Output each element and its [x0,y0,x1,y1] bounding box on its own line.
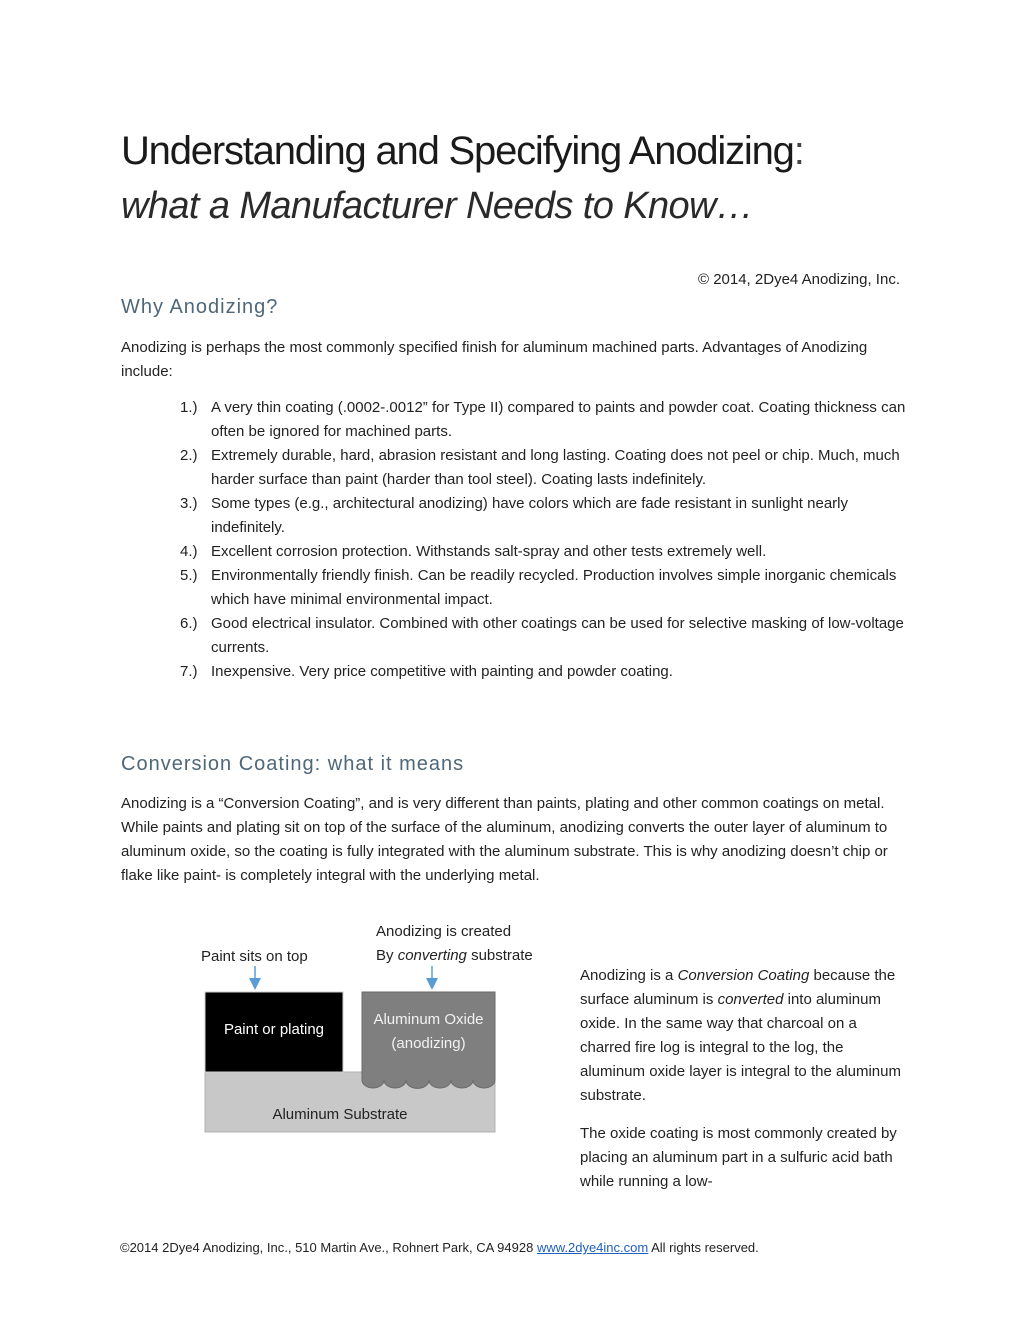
coating-diagram [195,920,565,1140]
sidebar-text: Anodizing is a [580,967,678,984]
list-number: 6.) [180,615,198,632]
list-item [174,492,906,540]
sidebar-emphasis: Conversion Coating [677,967,810,984]
anodize-caption-line1: Anodizing is created [376,923,512,940]
list-number: 4.) [180,543,198,560]
document-subtitle: what a Manufacturer Needs to Know… [121,185,754,227]
sidebar-paragraph-2: The oxide coating is most commonly created by placing an aluminum part in a sulfuric acid bath while running a low- [580,1125,897,1190]
list-number: 3.) [180,495,198,512]
list-text: Extremely durable, hard, abrasion resistant and long lasting. Coating does not peel or chip. Much, much harder surface than paint (harder than tool steel). Coating lasts indefinitely. [211,447,900,488]
paint-block-label: Paint or plating [223,1021,325,1038]
list-item [174,540,906,564]
list-item [174,396,906,444]
list-text: Good electrical insulator. Combined with other coatings can be used for selective masking of low-voltage currents. [211,615,904,656]
list-item [174,564,906,612]
list-text: Environmentally friendly finish. Can be readily recycled. Production involves simple inorganic chemicals which have minimal environmental impact. [211,567,897,608]
sidebar-emphasis: converted [717,991,784,1008]
website-link[interactable]: www.2dye4inc.com [536,1240,649,1255]
caption-prefix: By [376,947,398,964]
paint-caption: Paint sits on top [201,948,308,965]
sidebar-paragraph-1 [580,964,910,1108]
title-text: Understanding and Specifying Anodizing [121,129,794,173]
copyright-notice: © 2014, 2Dye4 Anodizing, Inc. [697,271,900,288]
page-footer [120,1240,759,1255]
list-text: Excellent corrosion protection. Withstands salt-spray and other tests extremely well. [211,543,767,560]
list-number: 5.) [180,567,198,584]
document-title [121,128,804,174]
oxide-label-line2: (anodizing) [391,1035,466,1052]
conversion-coating-heading: Conversion Coating: what it means [121,753,465,775]
sidebar-text: into aluminum oxide. In the same way that charcoal on a charred fire log is integral to the log, the aluminum oxide layer is integral to the aluminum substrate. [580,991,901,1104]
list-number: 1.) [180,399,198,416]
list-text: Some types (e.g., architectural anodizing) have colors which are fade resistant in sunlight nearly indefinitely. [211,495,848,536]
list-item [174,660,906,684]
conversion-paragraph: Anodizing is a “Conversion Coating”, and is very different than paints, plating and other common coatings on metal. While paints and plating sit on top of the surface of the aluminum, anodizing converts the outer layer of aluminum to aluminum oxide, so the coating is fully integrated with the aluminum substrate. This is why anodizing doesn’t chip or flake like paint- is completely integral with the underlying metal. [121,795,888,884]
footer-rights: All rights reserved. [648,1240,759,1255]
list-item [174,612,906,660]
list-number: 2.) [180,447,198,464]
list-number: 7.) [180,663,198,680]
list-text: Inexpensive. Very price competitive with painting and powder coating. [211,663,673,680]
oxide-label-line1: Aluminum Oxide [373,1011,484,1028]
list-text: A very thin coating (.0002-.0012” for Type II) compared to paints and powder coat. Coating thickness can often be ignored for machined parts. [211,399,906,440]
why-anodizing-heading: Why Anodizing? [121,296,279,318]
footer-text: ©2014 2Dye4 Anodizing, Inc., 510 Martin Ave., Rohnert Park, CA 94928 [120,1240,537,1255]
substrate-label: Aluminum Substrate [272,1106,408,1123]
caption-suffix: substrate [466,947,533,964]
title-colon: : [793,129,804,173]
list-item [174,444,906,492]
intro-paragraph: Anodizing is perhaps the most commonly specified finish for aluminum machined parts. Advantages of Anodizing include: [121,339,868,380]
caption-emphasis: converting [397,947,467,964]
advantages-list [174,396,906,684]
sidebar-text: because the surface aluminum is [580,967,896,1008]
